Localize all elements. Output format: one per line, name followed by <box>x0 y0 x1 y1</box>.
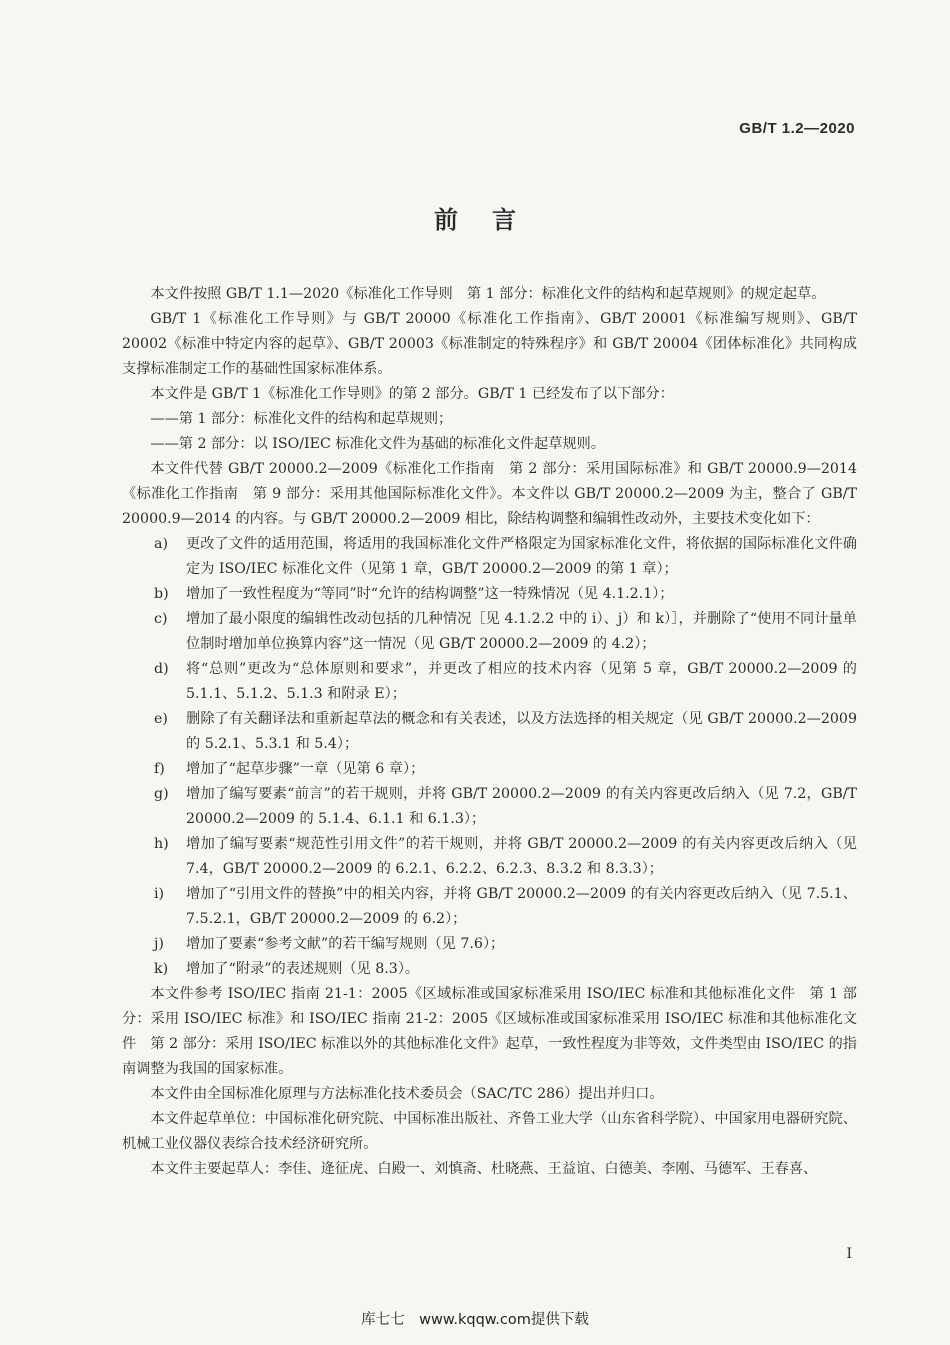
list-item <box>122 757 857 782</box>
changes-list <box>122 532 857 982</box>
paragraph: 本文件代替 GB/T 20000.2—2009《标准化工作指南 第 2 部分：采用国际标准》和 GB/T 20000.9—2014《标准化工作指南 第 9 部分：采用其他国际标准化文件》。本文件以 GB/T 20000.2—2009 为主，整合了 GB/T 20000.9—2014 的内容。与 GB/T 20000.2—2009 相比，除结构调整和编辑性改动外，主要技术变化如下： <box>122 461 857 527</box>
paragraph: 本文件由全国标准化原理与方法标准化技术委员会（SAC/TC 286）提出并归口。 <box>150 1086 664 1102</box>
list-text: 增加了“附录”的表述规则（见 8.3）。 <box>186 961 420 977</box>
list-item <box>122 957 857 982</box>
list-marker: g) <box>154 786 169 802</box>
page-title: 前言 <box>434 206 550 234</box>
list-item <box>122 607 857 657</box>
page-number: I <box>846 1246 852 1262</box>
list-marker: e) <box>154 711 168 727</box>
list-marker: a) <box>154 536 168 552</box>
list-item <box>122 832 857 882</box>
list-item <box>122 707 857 757</box>
list-item <box>122 657 857 707</box>
list-text: 增加了要素“参考文献”的若干编写规则（见 7.6）； <box>186 936 505 952</box>
list-marker: c) <box>154 611 168 627</box>
list-marker: k) <box>154 961 169 977</box>
list-text: 将“总则”更改为“总体原则和要求”，并更改了相应的技术内容（见第 5 章，GB/T 20000.2—2009 的 5.1.1、5.1.2、5.1.3 和附录 E）； <box>186 661 857 702</box>
list-text: 更改了文件的适用范围，将适用的我国标准化文件严格限定为国家标准化文件，将依据的国际标准化文件确定为 ISO/IEC 标准化文件（见第 1 章，GB/T 20000.2—2009 的第 1 章）； <box>186 536 857 577</box>
paragraph: 本文件是 GB/T 1《标准化工作导则》的第 2 部分。GB/T 1 已经发布了以下部分： <box>150 386 674 402</box>
part-item: ——第 2 部分：以 ISO/IEC 标准化文件为基础的标准化文件起草规则。 <box>150 436 605 452</box>
list-text: 增加了一致性程度为“等同”时“允许的结构调整”这一特殊情况（见 4.1.2.1）； <box>186 586 674 602</box>
paragraph: 本文件主要起草人：李佳、逄征虎、白殿一、刘慎斋、杜晓燕、王益谊、白德美、李刚、马德军、王春喜、 <box>150 1161 818 1177</box>
paragraph: GB/T 1《标准化工作导则》与 GB/T 20000《标准化工作指南》、GB/T 20001《标准编写规则》、GB/T 20002《标准中特定内容的起草》、GB/T 20003《标准制定的特殊程序》和 GB/T 20004《团体标准化》共同构成支撑标准制定工作的基础性国家标准体系。 <box>122 311 857 377</box>
list-marker: f) <box>154 761 165 777</box>
download-footer: 库七七 www.kqqw.com提供下载 <box>361 1312 589 1328</box>
list-item <box>122 782 857 832</box>
list-item <box>122 882 857 932</box>
list-item <box>122 532 857 582</box>
list-text: 增加了最小限度的编辑性改动包括的几种情况［见 4.1.2.2 中的 i）、j）和 k）］，并删除了“使用不同计量单位制时增加单位换算内容”这一情况（见 GB/T 20000.2—2009 的 4.2）； <box>186 611 857 652</box>
list-marker: j) <box>154 936 164 952</box>
list-item <box>122 582 857 607</box>
paragraph: 本文件起草单位：中国标准化研究院、中国标准出版社、齐鲁工业大学（山东省科学院）、中国家用电器研究院、机械工业仪器仪表综合技术经济研究所。 <box>122 1111 857 1152</box>
list-marker: b) <box>154 586 169 602</box>
list-item <box>122 932 857 957</box>
list-marker: d) <box>154 661 169 677</box>
standard-code: GB/T 1.2—2020 <box>739 120 855 137</box>
list-marker: h) <box>154 836 169 852</box>
list-marker: i) <box>154 886 165 902</box>
list-text: 增加了“起草步骤”一章（见第 6 章）； <box>186 761 425 777</box>
document-body <box>122 282 857 1182</box>
list-text: 增加了编写要素“前言”的若干规则，并将 GB/T 20000.2—2009 的有关内容更改后纳入（见 7.2，GB/T 20000.2—2009 的 5.1.4、6.1.1 和 6.1.3）； <box>186 786 857 827</box>
paragraph: 本文件按照 GB/T 1.1—2020《标准化工作导则 第 1 部分：标准化文件的结构和起草规则》的规定起草。 <box>150 286 826 302</box>
list-text: 删除了有关翻译法和重新起草法的概念和有关表述，以及方法选择的相关规定（见 GB/T 20000.2—2009 的 5.2.1、5.3.1 和 5.4）； <box>186 711 857 752</box>
list-text: 增加了编写要素“规范性引用文件”的若干规则，并将 GB/T 20000.2—2009 的有关内容更改后纳入（见 7.4，GB/T 20000.2—2009 的 6.2.1、6.2.2、6.2.3、8.3.2 和 8.3.3）； <box>186 836 857 877</box>
paragraph: 本文件参考 ISO/IEC 指南 21-1：2005《区域标准或国家标准采用 ISO/IEC 标准和其他标准化文件 第 1 部分：采用 ISO/IEC 标准》和 ISO/IEC 指南 21-2：2005《区域标准或国家标准采用 ISO/IEC 标准和其他标准化文件 第 2 部分：采用 ISO/IEC 标准以外的其他标准化文件》起草，一致性程度为非等效，文件类型由 ISO/IEC 的指南调整为我国的国家标准。 <box>122 986 857 1077</box>
list-text: 增加了“引用文件的替换”中的相关内容，并将 GB/T 20000.2—2009 的有关内容更改后纳入（见 7.5.1、7.5.2.1，GB/T 20000.2—2009 的 6.2）； <box>186 886 857 927</box>
part-item: ——第 1 部分：标准化文件的结构和起草规则； <box>150 411 453 427</box>
